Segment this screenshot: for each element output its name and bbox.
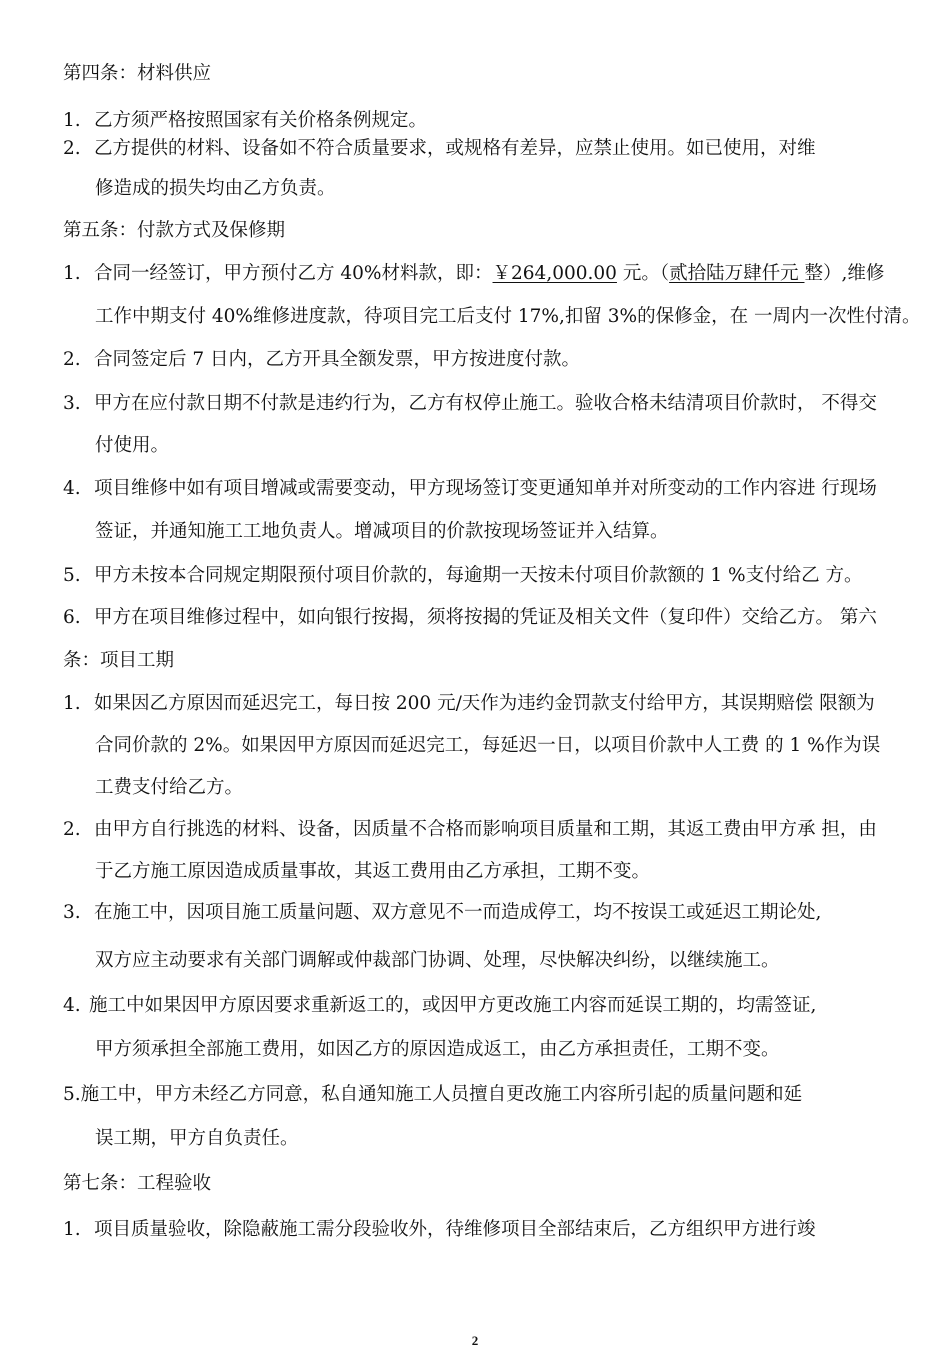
item-text: 合同一经签订，甲方预付乙方 40%材料款，即： — [94, 263, 493, 284]
item-continuation: 修造成的损失均由乙方负责。 — [95, 178, 336, 199]
list-item — [63, 1218, 816, 1242]
article-7-heading: 第七条：工程验收 — [63, 1173, 212, 1194]
item-text: 如果因乙方原因而延迟完工，每日按 200 元/天作为违约金罚款支付给甲方，其误期赔偿 限额为 — [94, 693, 875, 714]
list-item — [63, 348, 580, 372]
list-item — [63, 692, 875, 716]
article-5-heading: 第五条：付款方式及保修期 — [63, 220, 286, 241]
list-item — [63, 137, 816, 161]
list-item — [63, 901, 821, 925]
item-continuation: 误工期，甲方自负责任。 — [95, 1128, 299, 1149]
item-number: 2. — [63, 138, 81, 159]
payment-amount-words: 贰拾陆万肆仟元 — [669, 263, 805, 284]
item-continuation: 签证，并通知施工工地负责人。增减项目的价款按现场签证并入结算。 — [95, 521, 669, 542]
item-number: 1. — [63, 693, 81, 714]
item-continuation: 于乙方施工原因造成质量事故，其返工费用由乙方承担，工期不变。 — [95, 861, 651, 882]
item-continuation: 付使用。 — [95, 435, 170, 456]
item-text: 乙方须严格按照国家有关价格条例规定。 — [94, 110, 428, 131]
page-number: 2 — [471, 1333, 479, 1348]
item-text: 元。（ — [616, 263, 670, 284]
item-text: 甲方未按本合同规定期限预付项目价款的，每逾期一天按未付项目价款额的 1 %支付给乙 方。 — [94, 565, 863, 586]
item-continuation: 双方应主动要求有关部门调解或仲裁部门协调、处理，尽快解决纠纷，以继续施工。 — [95, 950, 780, 971]
list-item — [63, 564, 863, 588]
item-number: 5. — [63, 565, 81, 586]
item-text: 合同签定后 7 日内，乙方开具全额发票，甲方按进度付款。 — [94, 349, 581, 370]
item-number: 1. — [63, 1219, 81, 1240]
item-text: 由甲方自行挑选的材料、设备，因质量不合格而影响项目质量和工期，其返工费由甲方承 担，由 — [94, 819, 877, 840]
item-text: 整）,维修 — [804, 263, 885, 284]
article-6-heading: 条：项目工期 — [63, 650, 175, 671]
item-text: 在施工中，因项目施工质量问题、双方意见不一而造成停工，均不按误工或延迟工期论处, — [94, 902, 822, 923]
item-number: 2. — [63, 349, 81, 370]
item-number: 4. — [63, 478, 81, 499]
payment-amount: ￥264,000.00 — [492, 263, 617, 284]
list-item: 5.施工中，甲方未经乙方同意，私自通知施工人员擅自更改施工内容所引起的质量问题和延 — [63, 1084, 803, 1105]
item-number: 3. — [63, 902, 81, 923]
list-item — [63, 477, 877, 501]
item-continuation: 甲方须承担全部施工费用，如因乙方的原因造成返工，由乙方承担责任，工期不变。 — [95, 1039, 780, 1060]
item-text: 甲方在应付款日期不付款是违约行为，乙方有权停止施工。验收合格未结清项目价款时， 不得交 — [94, 393, 877, 414]
list-item — [63, 109, 427, 133]
list-item — [63, 392, 877, 416]
item-text: 乙方提供的材料、设备如不符合质量要求，或规格有差异，应禁止使用。如已使用，对维 — [94, 138, 816, 159]
item-number: 4. — [63, 995, 81, 1016]
item-number: 1. — [63, 110, 81, 131]
item-continuation: 工费支付给乙方。 — [95, 777, 244, 798]
item-continuation: 工作中期支付 40%维修进度款，待项目完工后支付 17%,扣留 3%的保修金，在 一周内一次性付清。 — [95, 306, 921, 327]
item-text: 项目维修中如有项目增减或需要变动，甲方现场签订变更通知单并对所变动的工作内容进 行现场 — [94, 478, 877, 499]
item-continuation: 合同价款的 2%。如果因甲方原因而延迟完工，每延迟一日，以项目价款中人工费 的 1 %作为误 — [95, 735, 881, 756]
item-text: 施工中如果因甲方原因要求重新返工的，或因甲方更改施工内容而延误工期的，均需签证, — [89, 995, 817, 1016]
list-item — [63, 262, 884, 286]
item-number: 3. — [63, 393, 81, 414]
item-text: 项目质量验收，除隐蔽施工需分段验收外，待维修项目全部结束后，乙方组织甲方进行竣 — [94, 1219, 816, 1240]
item-number: 1. — [63, 263, 81, 284]
item-number: 6. — [63, 607, 81, 628]
list-item — [63, 606, 877, 630]
list-item — [63, 994, 816, 1018]
article-4-heading: 第四条：材料供应 — [63, 63, 212, 84]
list-item — [63, 818, 877, 842]
item-text: 甲方在项目维修过程中，如向银行按揭，须将按揭的凭证及相关文件（复印件）交给乙方。 第六 — [94, 607, 877, 628]
item-number: 2. — [63, 819, 81, 840]
